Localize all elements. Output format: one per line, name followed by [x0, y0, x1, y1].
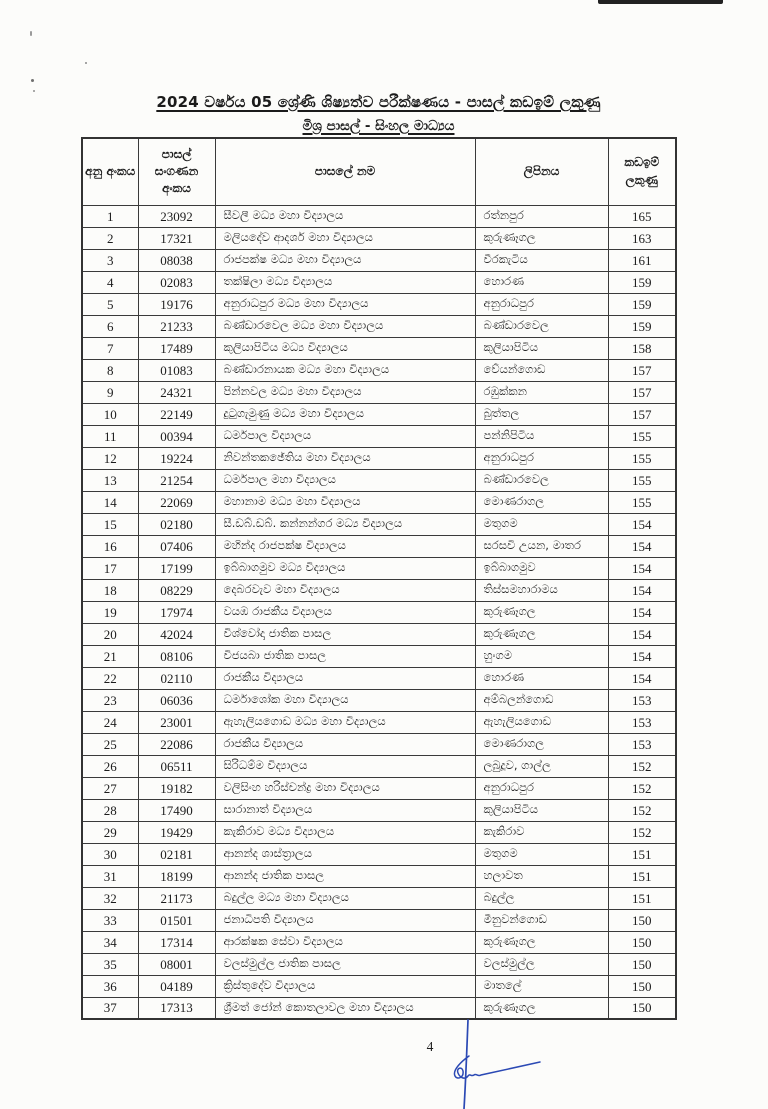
- cell-census-no: 22069: [138, 491, 215, 513]
- cell-cutoff-marks: 154: [608, 667, 676, 689]
- cell-address: කුලියාපිටිය: [475, 337, 608, 359]
- cell-address: බුත්තල: [475, 403, 608, 425]
- cell-address: මාතලේ: [475, 975, 608, 997]
- cell-serial-no: 33: [82, 909, 138, 931]
- table-row: [82, 689, 676, 711]
- cell-school-name: තක්ෂිලා මධ්‍ය විද්‍යාලය: [215, 271, 475, 293]
- cell-address: කුරුණෑගල: [475, 601, 608, 623]
- cell-address: වීරකැටිය: [475, 249, 608, 271]
- cell-cutoff-marks: 154: [608, 513, 676, 535]
- cell-cutoff-marks: 165: [608, 205, 676, 227]
- cell-census-no: 02083: [138, 271, 215, 293]
- cell-address: අනුරාධපුර: [475, 777, 608, 799]
- cell-cutoff-marks: 157: [608, 359, 676, 381]
- cell-census-no: 01501: [138, 909, 215, 931]
- cell-serial-no: 28: [82, 799, 138, 821]
- cell-school-name: ඇහැලියගොඩ මධ්‍ය මහා විද්‍යාලය: [215, 711, 475, 733]
- cell-serial-no: 27: [82, 777, 138, 799]
- table-row: [82, 843, 676, 865]
- cell-census-no: 19429: [138, 821, 215, 843]
- cell-census-no: 02180: [138, 513, 215, 535]
- cell-census-no: 21173: [138, 887, 215, 909]
- cell-census-no: 17321: [138, 227, 215, 249]
- cell-address: ලබුදූව, ගාල්ල: [475, 755, 608, 777]
- cell-school-name: දෙබරවැව මහා විද්‍යාලය: [215, 579, 475, 601]
- cell-census-no: 06036: [138, 689, 215, 711]
- cell-address: කුරුණෑගල: [475, 931, 608, 953]
- table-row: [82, 227, 676, 249]
- cell-school-name: රාජකීය විද්‍යාලය: [215, 733, 475, 755]
- table-row: [82, 425, 676, 447]
- cell-serial-no: 22: [82, 667, 138, 689]
- table-row: [82, 755, 676, 777]
- table-row: [82, 557, 676, 579]
- cell-serial-no: 3: [82, 249, 138, 271]
- cell-cutoff-marks: 152: [608, 755, 676, 777]
- cell-school-name: පින්නවල මධ්‍ය මහා විද්‍යාලය: [215, 381, 475, 403]
- table-row: [82, 997, 676, 1019]
- cell-school-name: වලිසිංහ හරිස්චන්ද්‍ර මහා විද්‍යාලය: [215, 777, 475, 799]
- cell-serial-no: 10: [82, 403, 138, 425]
- cell-census-no: 04189: [138, 975, 215, 997]
- cell-census-no: 19182: [138, 777, 215, 799]
- table-row: [82, 601, 676, 623]
- table-row: [82, 469, 676, 491]
- table-row: [82, 645, 676, 667]
- header-serial-no: අනු අංකය: [82, 138, 138, 205]
- cell-address: මතුගම: [475, 513, 608, 535]
- table-row: [82, 359, 676, 381]
- table-row: [82, 821, 676, 843]
- cell-school-name: අනුරාධපුර මධ්‍ය මහා විද්‍යාලය: [215, 293, 475, 315]
- cell-cutoff-marks: 154: [608, 557, 676, 579]
- cell-serial-no: 26: [82, 755, 138, 777]
- cell-address: රඹුක්කන: [475, 381, 608, 403]
- cell-serial-no: 32: [82, 887, 138, 909]
- cell-school-name: ආරක්ෂක සේවා විද්‍යාලය: [215, 931, 475, 953]
- cell-address: ඉබ්බාගමුව: [475, 557, 608, 579]
- cell-census-no: 23001: [138, 711, 215, 733]
- table-header: [82, 138, 676, 205]
- cell-address: වලස්මුල්ල: [475, 953, 608, 975]
- cell-serial-no: 9: [82, 381, 138, 403]
- cell-cutoff-marks: 155: [608, 425, 676, 447]
- cell-school-name: බණ්ඩාරවෙල මධ්‍ය මහා විද්‍යාලය: [215, 315, 475, 337]
- table-row: [82, 293, 676, 315]
- cell-school-name: කුලියාපිටිය මධ්‍ය විද්‍යාලය: [215, 337, 475, 359]
- cell-serial-no: 1: [82, 205, 138, 227]
- cell-address: අනුරාධපුර: [475, 293, 608, 315]
- cell-serial-no: 19: [82, 601, 138, 623]
- table-row: [82, 667, 676, 689]
- scan-speck: [85, 62, 87, 64]
- table-body: [82, 205, 676, 1019]
- cell-school-name: බදුල්ල මධ්‍ය මහා විද්‍යාලය: [215, 887, 475, 909]
- cell-cutoff-marks: 151: [608, 843, 676, 865]
- cell-cutoff-marks: 151: [608, 887, 676, 909]
- cell-census-no: 08229: [138, 579, 215, 601]
- cell-cutoff-marks: 150: [608, 909, 676, 931]
- table-row: [82, 491, 676, 513]
- cell-census-no: 24321: [138, 381, 215, 403]
- scan-speck: [30, 31, 32, 36]
- table-row: [82, 535, 676, 557]
- cell-cutoff-marks: 154: [608, 601, 676, 623]
- cell-school-name: ආනන්ද ජාතික පාසල: [215, 865, 475, 887]
- cell-census-no: 08106: [138, 645, 215, 667]
- cell-school-name: මහින්ද රාජපක්ෂ විද්‍යාලය: [215, 535, 475, 557]
- cell-school-name: ක්‍රිස්තුදේව විද්‍යාලය: [215, 975, 475, 997]
- cell-serial-no: 31: [82, 865, 138, 887]
- cell-census-no: 17199: [138, 557, 215, 579]
- scan-speck: [31, 79, 34, 82]
- cell-school-name: ආනන්ද ශාස්ත්‍රාලය: [215, 843, 475, 865]
- cell-school-name: සිරිධම්ම විද්‍යාලය: [215, 755, 475, 777]
- cell-serial-no: 25: [82, 733, 138, 755]
- table-row: [82, 887, 676, 909]
- cell-address: බණ්ඩාරවෙල: [475, 469, 608, 491]
- table-row: [82, 381, 676, 403]
- cell-school-name: දුටුගැමුණු මධ්‍ය මහා විද්‍යාලය: [215, 403, 475, 425]
- cell-cutoff-marks: 159: [608, 293, 676, 315]
- table-row: [82, 205, 676, 227]
- cell-school-name: වයඹ රාජකීය විද්‍යාලය: [215, 601, 475, 623]
- scan-edge-artifact: [598, 0, 723, 4]
- table-row: [82, 337, 676, 359]
- table-row: [82, 403, 676, 425]
- document-title-text: 2024 වර්ෂය 05 ශ්‍රේණි ශිෂ්‍යත්ව පරීක්ෂණය - පාසල් කඩඉම් ලකුණු: [156, 93, 601, 111]
- document-subtitle-text: මිශ්‍ර පාසල් - සිංහල මාධ්‍යය: [302, 118, 455, 134]
- cell-address: හොරණ: [475, 271, 608, 293]
- cell-cutoff-marks: 154: [608, 645, 676, 667]
- cell-census-no: 08001: [138, 953, 215, 975]
- header-census-no: පාසල් සංගණන අංකය: [138, 138, 215, 205]
- table-row: [82, 975, 676, 997]
- cell-serial-no: 21: [82, 645, 138, 667]
- cell-serial-no: 30: [82, 843, 138, 865]
- cell-census-no: 22149: [138, 403, 215, 425]
- cell-cutoff-marks: 161: [608, 249, 676, 271]
- cell-cutoff-marks: 154: [608, 579, 676, 601]
- table-row: [82, 953, 676, 975]
- cell-address: සරසවි උයන, මාතර: [475, 535, 608, 557]
- table-header-row: [82, 138, 676, 205]
- page-number: 4: [426, 1039, 434, 1054]
- cell-serial-no: 7: [82, 337, 138, 359]
- cell-serial-no: 13: [82, 469, 138, 491]
- cell-cutoff-marks: 151: [608, 865, 676, 887]
- cell-census-no: 02110: [138, 667, 215, 689]
- cell-census-no: 08038: [138, 249, 215, 271]
- cell-cutoff-marks: 155: [608, 469, 676, 491]
- cell-serial-no: 8: [82, 359, 138, 381]
- cell-school-name: විශ්වෝදා ජාතික පාසල: [215, 623, 475, 645]
- cell-address: කුලියාපිටිය: [475, 799, 608, 821]
- cell-serial-no: 16: [82, 535, 138, 557]
- cell-cutoff-marks: 152: [608, 799, 676, 821]
- cell-school-name: ධර්මාශෝක මහා විද්‍යාලය: [215, 689, 475, 711]
- cell-census-no: 22086: [138, 733, 215, 755]
- cell-school-name: බණ්ඩාරනායක මධ්‍ය මහා විද්‍යාලය: [215, 359, 475, 381]
- cell-address: හලාවත: [475, 865, 608, 887]
- cell-address: අම්බලන්ගොඩ: [475, 689, 608, 711]
- cell-cutoff-marks: 154: [608, 535, 676, 557]
- cell-cutoff-marks: 153: [608, 733, 676, 755]
- cell-serial-no: 36: [82, 975, 138, 997]
- cell-address: අනුරාධපුර: [475, 447, 608, 469]
- cell-address: මීනුවන්ගොඩ: [475, 909, 608, 931]
- cell-serial-no: 12: [82, 447, 138, 469]
- cell-serial-no: 6: [82, 315, 138, 337]
- cell-serial-no: 20: [82, 623, 138, 645]
- cell-census-no: 17490: [138, 799, 215, 821]
- cell-serial-no: 4: [82, 271, 138, 293]
- table-row: [82, 733, 676, 755]
- cell-census-no: 21254: [138, 469, 215, 491]
- cell-address: මතුගම: [475, 843, 608, 865]
- cell-school-name: විජයබා ජාතික පාසල: [215, 645, 475, 667]
- cell-serial-no: 14: [82, 491, 138, 513]
- table-row: [82, 315, 676, 337]
- cell-school-name: සී.ඩබ්.ඩබ්. කන්නන්ගර මධ්‍ය විද්‍යාලය: [215, 513, 475, 535]
- cell-cutoff-marks: 157: [608, 381, 676, 403]
- cell-serial-no: 37: [82, 997, 138, 1019]
- cell-census-no: 01083: [138, 359, 215, 381]
- cell-address: රත්නපුර: [475, 205, 608, 227]
- cell-school-name: ධර්මපාල මහා විද්‍යාලය: [215, 469, 475, 491]
- cell-cutoff-marks: 152: [608, 821, 676, 843]
- cell-serial-no: 15: [82, 513, 138, 535]
- table-row: [82, 249, 676, 271]
- table-row: [82, 931, 676, 953]
- cell-address: හොරණ: [475, 667, 608, 689]
- cell-address: ඇහැලියගොඩ: [475, 711, 608, 733]
- table-row: [82, 909, 676, 931]
- cell-cutoff-marks: 155: [608, 491, 676, 513]
- cell-cutoff-marks: 150: [608, 975, 676, 997]
- signature: [438, 1012, 553, 1109]
- cell-census-no: 17974: [138, 601, 215, 623]
- cell-serial-no: 23: [82, 689, 138, 711]
- cell-census-no: 06511: [138, 755, 215, 777]
- cell-cutoff-marks: 163: [608, 227, 676, 249]
- cell-serial-no: 29: [82, 821, 138, 843]
- cell-cutoff-marks: 150: [608, 997, 676, 1019]
- cell-address: වේයන්ගොඩ: [475, 359, 608, 381]
- cell-school-name: මලියදේව ආදර්ශ මහා විද්‍යාලය: [215, 227, 475, 249]
- cell-cutoff-marks: 153: [608, 689, 676, 711]
- document-title: [82, 93, 675, 111]
- cell-census-no: 42024: [138, 623, 215, 645]
- cell-address: බදුල්ල: [475, 887, 608, 909]
- table-row: [82, 623, 676, 645]
- cell-school-name: වලස්මුල්ල ජාතික පාසල: [215, 953, 475, 975]
- cell-census-no: 23092: [138, 205, 215, 227]
- cell-census-no: 17489: [138, 337, 215, 359]
- cell-cutoff-marks: 157: [608, 403, 676, 425]
- table-row: [82, 799, 676, 821]
- cell-serial-no: 17: [82, 557, 138, 579]
- cell-school-name: සීවලී මධ්‍ය මහා විද්‍යාලය: [215, 205, 475, 227]
- cell-address: කුරුණෑගල: [475, 997, 608, 1019]
- table-row: [82, 513, 676, 535]
- cell-address: මොණරාගල: [475, 733, 608, 755]
- cell-cutoff-marks: 153: [608, 711, 676, 733]
- table-row: [82, 579, 676, 601]
- cell-cutoff-marks: 150: [608, 931, 676, 953]
- cell-serial-no: 35: [82, 953, 138, 975]
- cell-school-name: ජනාධිපති විද්‍යාලය: [215, 909, 475, 931]
- table-row: [82, 711, 676, 733]
- cell-school-name: ධර්මපාල විද්‍යාලය: [215, 425, 475, 447]
- cell-cutoff-marks: 155: [608, 447, 676, 469]
- cell-census-no: 00394: [138, 425, 215, 447]
- cell-address: කැකිරාව: [475, 821, 608, 843]
- cell-school-name: නිවන්තකඡේතිය මහා විද්‍යාලය: [215, 447, 475, 469]
- cell-school-name: මහානාම මධ්‍ය මහා විද්‍යාලය: [215, 491, 475, 513]
- cell-cutoff-marks: 150: [608, 953, 676, 975]
- cell-census-no: 18199: [138, 865, 215, 887]
- cell-address: තිස්සමහාරාමය: [475, 579, 608, 601]
- header-cutoff-marks: කඩඉම් ලකුණු: [608, 138, 676, 205]
- cell-address: කුරුණෑගල: [475, 623, 608, 645]
- cell-census-no: 02181: [138, 843, 215, 865]
- cell-school-name: ඉබ්බාගමුව මධ්‍ය විද්‍යාලය: [215, 557, 475, 579]
- cell-serial-no: 24: [82, 711, 138, 733]
- cell-serial-no: 2: [82, 227, 138, 249]
- cell-address: බණ්ඩාරවෙල: [475, 315, 608, 337]
- cell-school-name: රාජපක්ෂ මධ්‍ය මහා විද්‍යාලය: [215, 249, 475, 271]
- header-address: ලිපිනය: [475, 138, 608, 205]
- cutoff-marks-table: [81, 137, 677, 1020]
- cell-census-no: 19176: [138, 293, 215, 315]
- cell-cutoff-marks: 159: [608, 315, 676, 337]
- cell-cutoff-marks: 158: [608, 337, 676, 359]
- cell-address: කුරුණෑගල: [475, 227, 608, 249]
- cell-address: පන්නිපිටිය: [475, 425, 608, 447]
- cell-census-no: 17314: [138, 931, 215, 953]
- cell-census-no: 19224: [138, 447, 215, 469]
- header-school-name: පාසලේ නම: [215, 138, 475, 205]
- cell-census-no: 21233: [138, 315, 215, 337]
- scan-speck: [33, 90, 35, 92]
- cell-cutoff-marks: 152: [608, 777, 676, 799]
- table-row: [82, 777, 676, 799]
- table-row: [82, 447, 676, 469]
- cell-census-no: 17313: [138, 997, 215, 1019]
- cell-school-name: සාරානාත් විද්‍යාලය: [215, 799, 475, 821]
- cell-serial-no: 18: [82, 579, 138, 601]
- document-subtitle: [82, 118, 675, 134]
- cell-census-no: 07406: [138, 535, 215, 557]
- cell-serial-no: 34: [82, 931, 138, 953]
- cell-address: මොණරාගල: [475, 491, 608, 513]
- cell-cutoff-marks: 159: [608, 271, 676, 293]
- cell-cutoff-marks: 154: [608, 623, 676, 645]
- cell-school-name: කැකිරාව මධ්‍ය විද්‍යාලය: [215, 821, 475, 843]
- cell-serial-no: 5: [82, 293, 138, 315]
- cell-address: හුංගම: [475, 645, 608, 667]
- cell-serial-no: 11: [82, 425, 138, 447]
- cell-school-name: රාජකීය විද්‍යාලය: [215, 667, 475, 689]
- cell-school-name: ශ්‍රීමත් ජෝන් කොතලාවල මහා විද්‍යාලය: [215, 997, 475, 1019]
- table-row: [82, 271, 676, 293]
- table-row: [82, 865, 676, 887]
